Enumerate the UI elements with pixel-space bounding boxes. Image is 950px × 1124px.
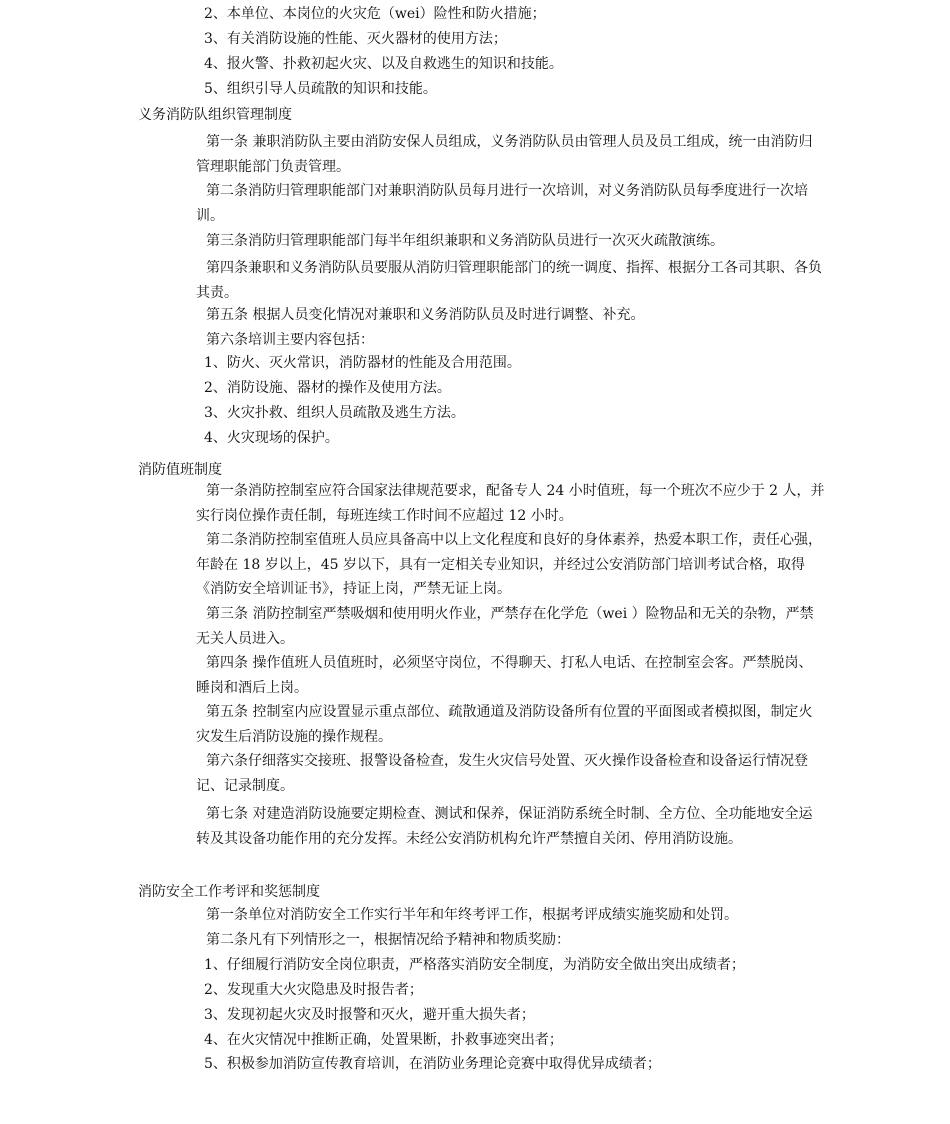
article-paragraph: 第二条消防控制室值班人员应具备高中以上文化程度和良好的身体素养，热爱本职工作，责任心强，年龄在 18 岁以上，45 岁以下，具有一定相关专业知识，并经过公安消防部门培训考试合格，取得《消防安全培训证书》，持证上岗，严禁无证上岗。 <box>196 532 822 597</box>
article-paragraph: 第五条 根据人员变化情况对兼职和义务消防队员及时进行调整、补充。 <box>206 307 645 323</box>
list-item: 5、积极参加消防宣传教育培训，在消防业务理论竞赛中取得优异成绩者； <box>204 1056 661 1072</box>
article-paragraph: 第四条兼职和义务消防队员要服从消防归管理职能部门的统一调度、指挥、根据分工各司其职、各负其责。 <box>196 260 822 301</box>
list-item: 4、火灾现场的保护。 <box>204 430 339 446</box>
list-item: 3、发现初起火灾及时报警和灭火，避开重大损失者； <box>204 1007 535 1023</box>
article-paragraph: 第三条消防归管理职能部门每半年组织兼职和义务消防队员进行一次灭火疏散演练。 <box>206 233 724 249</box>
article-paragraph: 第二条凡有下列情形之一，根据情况给予精神和物质奖励： <box>206 932 570 948</box>
article-paragraph: 第六条仔细落实交接班、报警设备检查，发生火灾信号处置、灭火操作设备检查和设备运行情况登记、记录制度。 <box>196 753 808 794</box>
section-heading-evaluation: 消防安全工作考评和奖惩制度 <box>138 884 320 900</box>
list-item: 1、防火、灭火常识，消防器材的性能及合用范围。 <box>204 355 521 371</box>
list-item: 1、仔细履行消防安全岗位职责，严格落实消防安全制度，为消防安全做出突出成绩者； <box>204 957 745 973</box>
section-heading-duty: 消防值班制度 <box>138 462 222 478</box>
article-paragraph: 第七条 对建造消防设施要定期检查、测试和保养，保证消防系统全时制、全方位、全功能地安全运转及其设备功能作用的充分发挥。未经公安消防机构允许严禁擅自关闭、停用消防设施。 <box>196 806 813 847</box>
article-paragraph: 第三条 消防控制室严禁吸烟和使用明火作业，严禁存在化学危（wei ）险物品和无关的杂物，严禁无关人员进入。 <box>196 606 814 647</box>
list-item: 4、在火灾情况中推断正确，处置果断，扑救事迹突出者； <box>204 1032 563 1048</box>
list-item: 2、消防设施、器材的操作及使用方法。 <box>204 380 451 396</box>
article-paragraph: 第四条 操作值班人员值班时，必须坚守岗位，不得聊天、打私人电话、在控制室会客。严禁脱岗、睡岗和酒后上岗。 <box>196 655 813 696</box>
article-paragraph: 第二条消防归管理职能部门对兼职消防队员每月进行一次培训，对义务消防队员每季度进行一次培训。 <box>196 183 808 224</box>
list-item: 2、本单位、本岗位的火灾危（wei）险性和防火措施； <box>204 6 546 22</box>
section-heading-volunteer: 义务消防队组织管理制度 <box>138 107 292 123</box>
article-paragraph: 第一条消防控制室应符合国家法律规范要求，配备专人 24 小时值班，每一个班次不应少于 2 人，并实行岗位操作责任制，每班连续工作时间不应超过 12 小时。 <box>196 483 825 524</box>
list-item: 2、发现重大火灾隐患及时报告者； <box>204 982 423 998</box>
article-paragraph: 第一条 兼职消防队主要由消防安保人员组成，义务消防队员由管理人员及员工组成，统一由消防归管理职能部门负责管理。 <box>196 134 813 175</box>
article-paragraph: 第五条 控制室内应设置显示重点部位、疏散通道及消防设备所有位置的平面图或者模拟图，制定火灾发生后消防设施的操作规程。 <box>196 704 813 745</box>
list-item: 5、组织引导人员疏散的知识和技能。 <box>204 81 437 97</box>
article-paragraph: 第一条单位对消防安全工作实行半年和年终考评工作，根据考评成绩实施奖励和处罚。 <box>206 907 738 923</box>
list-item: 3、火灾扑救、组织人员疏散及逃生方法。 <box>204 405 465 421</box>
article-paragraph: 第六条培训主要内容包括： <box>206 332 374 348</box>
list-item: 4、报火警、扑救初起火灾、以及自救逃生的知识和技能。 <box>204 56 563 72</box>
list-item: 3、有关消防设施的性能、灭火器材的使用方法； <box>204 31 507 47</box>
